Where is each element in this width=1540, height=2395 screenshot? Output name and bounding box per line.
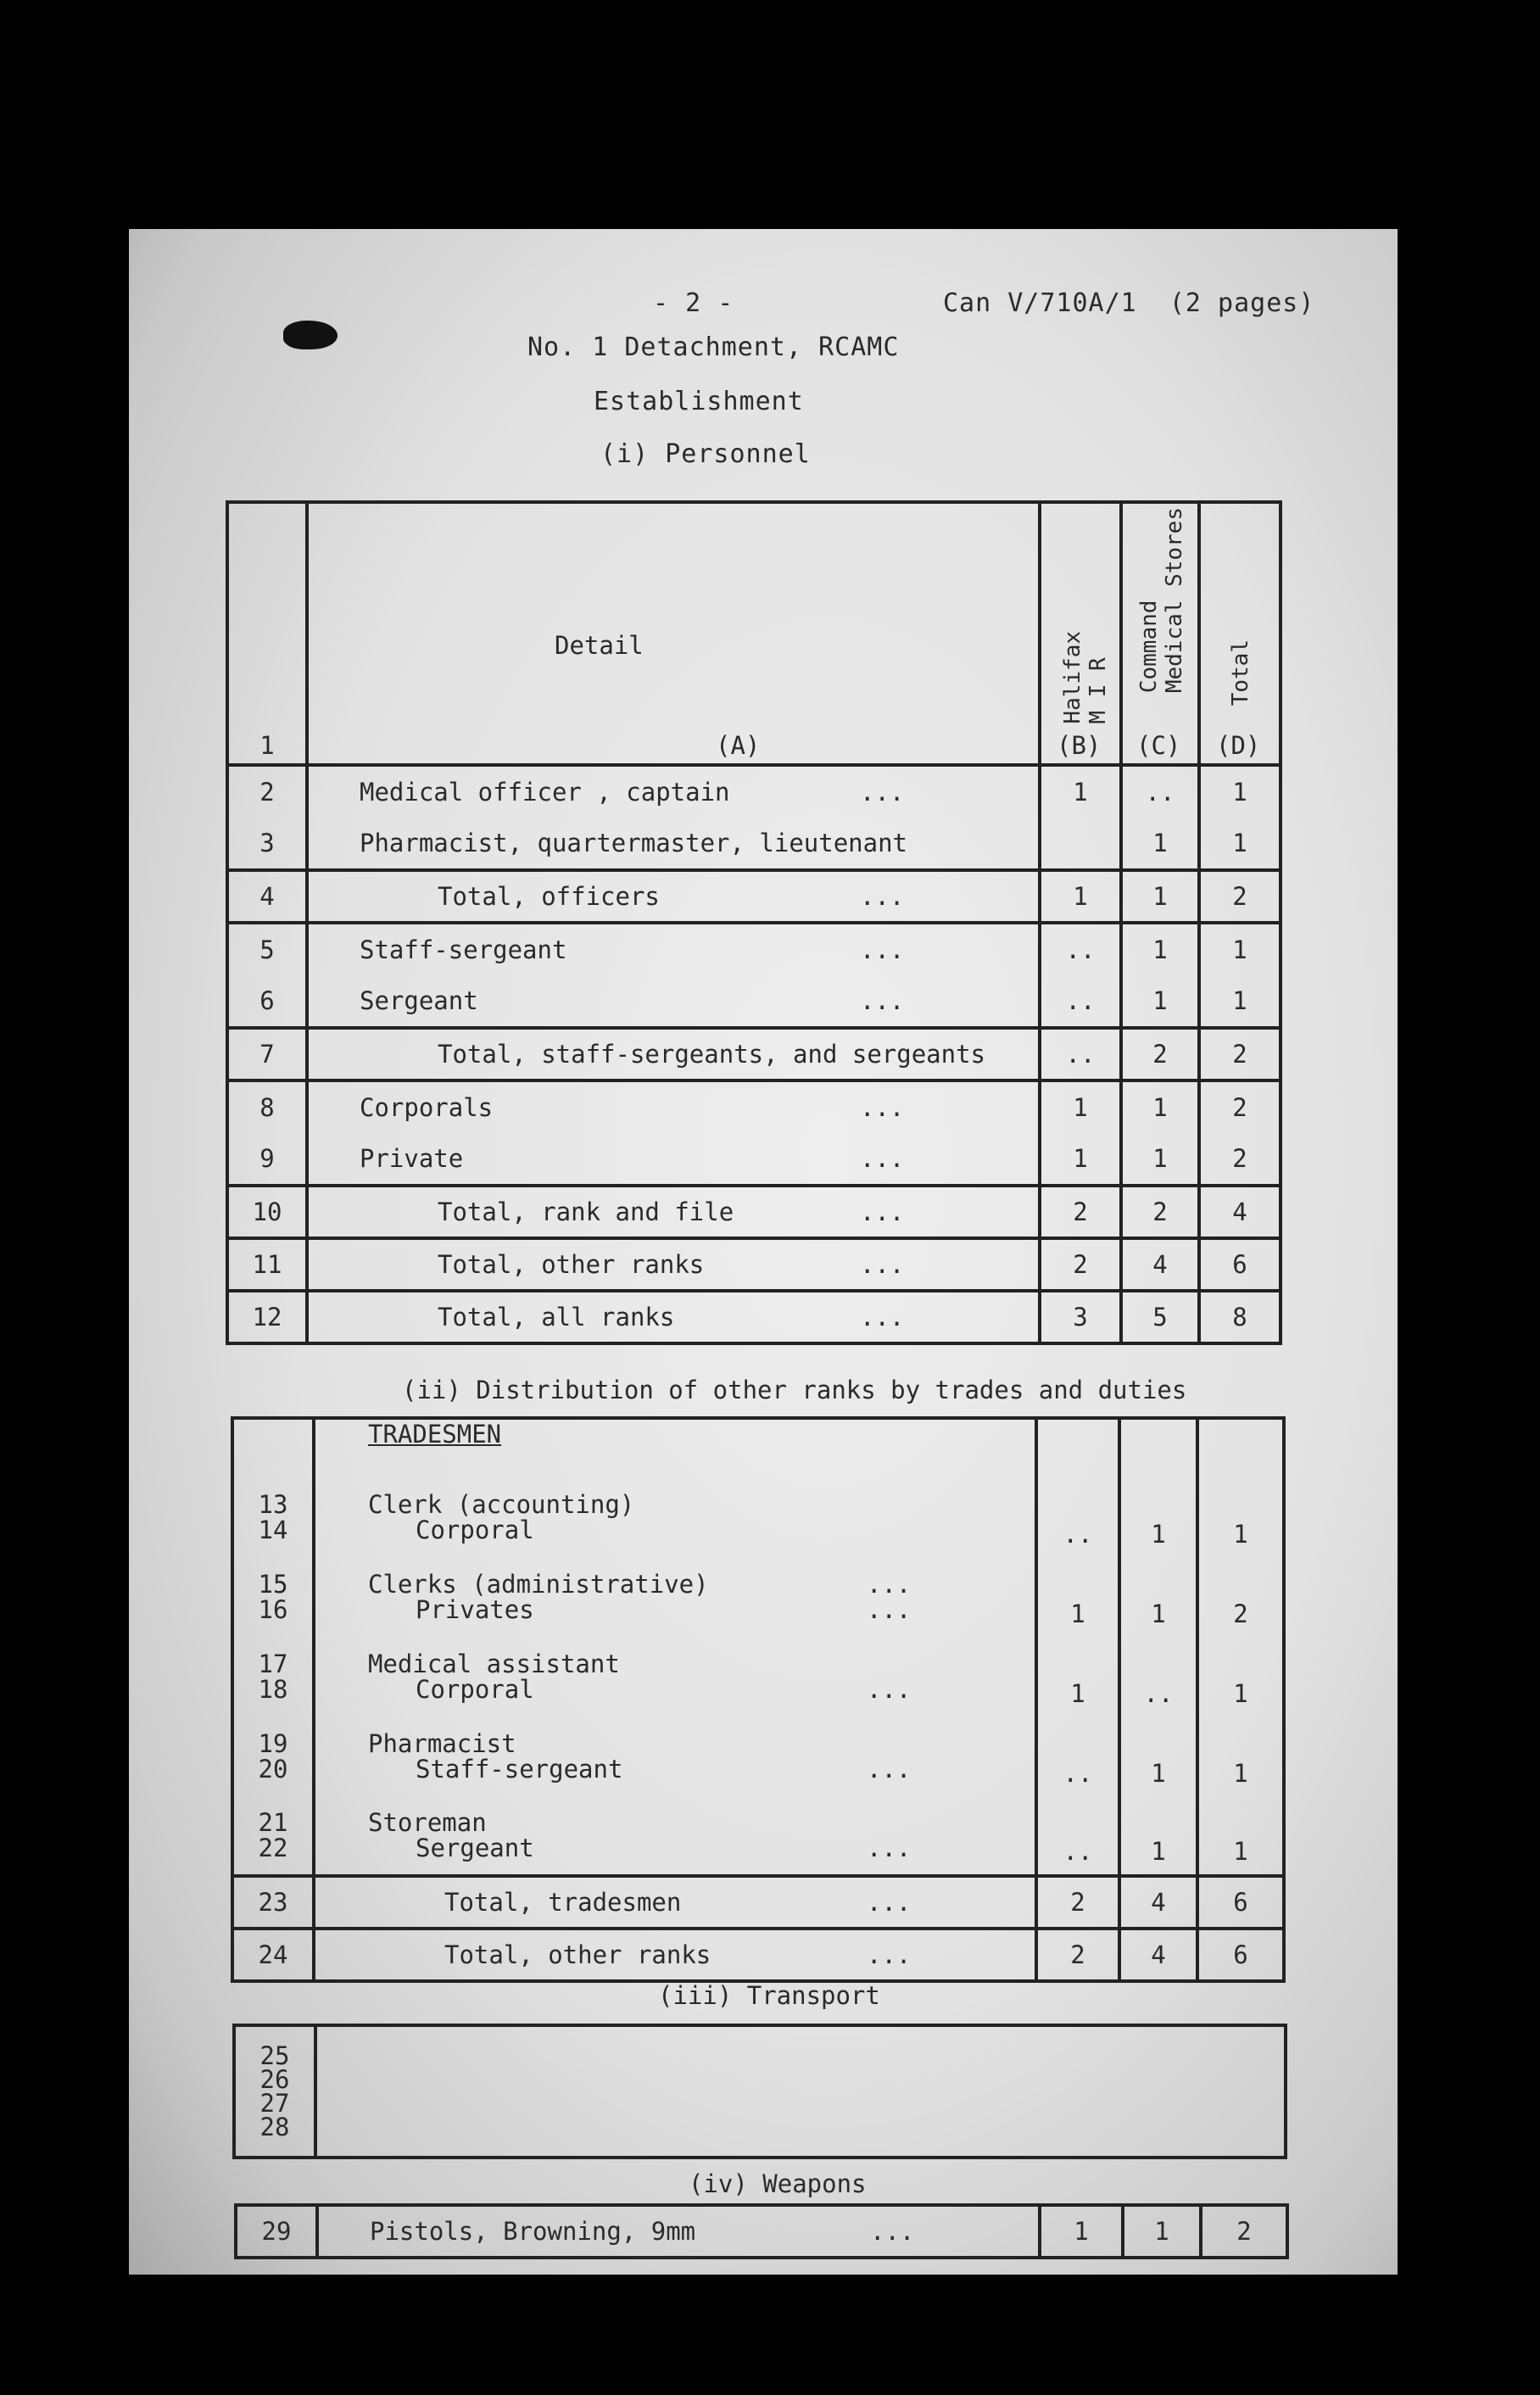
col-c-value: .. xyxy=(1119,1637,1197,1717)
col-b-value: 1 xyxy=(1040,765,1121,818)
trade-name: Medical assistant xyxy=(368,1650,620,1678)
col-c-value: 1 xyxy=(1119,1477,1197,1557)
leader-dots: ... xyxy=(860,986,905,1015)
table-row xyxy=(227,1028,1281,1080)
leader-dots: ... xyxy=(860,882,905,911)
section-transport: (iii) Transport xyxy=(658,1981,880,2010)
line-number: 19 xyxy=(258,1729,288,1758)
detail-text: Sergeant xyxy=(360,986,478,1015)
col-d-value: 1 xyxy=(1199,975,1281,1028)
detail-cell xyxy=(307,1080,1040,1133)
table-row xyxy=(227,1080,1281,1133)
col-c-value: 1 xyxy=(1121,1133,1199,1186)
detail-cell xyxy=(307,1186,1040,1238)
col-d-value: 2 xyxy=(1199,1080,1281,1133)
leader-dots: ... xyxy=(867,1834,912,1862)
col-c-value: 1 xyxy=(1121,870,1199,923)
table-row xyxy=(227,1133,1281,1186)
col-c-value: 1 xyxy=(1121,975,1199,1028)
detail-cell xyxy=(307,923,1040,975)
line-number: 16 xyxy=(258,1595,288,1624)
weapons-table xyxy=(234,2203,1289,2259)
col-c-header xyxy=(1121,502,1199,765)
col-c-value: 5 xyxy=(1121,1291,1199,1343)
col-d-value: 6 xyxy=(1197,1876,1284,1929)
col-b-value: 1 xyxy=(1036,1557,1119,1637)
trade-row xyxy=(232,1557,1284,1637)
table-row xyxy=(227,870,1281,923)
table-header-row xyxy=(227,502,1281,765)
col-d-value: 2 xyxy=(1199,1133,1281,1186)
leader-dots: ... xyxy=(867,1595,912,1624)
leader-dots: ... xyxy=(867,1940,912,1969)
col-b-value xyxy=(1040,818,1121,870)
transport-line-numbers xyxy=(234,2025,315,2158)
unit-title: No. 1 Detachment, RCAMC xyxy=(527,332,900,362)
col-d-value: 1 xyxy=(1197,1637,1284,1717)
col-b-value: 1 xyxy=(1040,1133,1121,1186)
col-c-value: 4 xyxy=(1119,1876,1197,1929)
table-row xyxy=(227,765,1281,818)
col-b-value: 1 xyxy=(1040,2205,1123,2258)
leader-dots: ... xyxy=(867,1675,912,1704)
col-d-value: 8 xyxy=(1199,1291,1281,1343)
line-number: 28 xyxy=(259,2113,290,2141)
line-number: 25 xyxy=(259,2041,290,2070)
col-d-value: 1 xyxy=(1197,1477,1284,1557)
detail-text: Staff-sergeant xyxy=(360,935,567,964)
line-number: 6 xyxy=(227,975,307,1028)
line-number: 17 xyxy=(258,1650,288,1678)
table-row xyxy=(227,818,1281,870)
detail-text: Total, all ranks xyxy=(438,1303,675,1331)
table-row xyxy=(227,1238,1281,1291)
trade-name: Pharmacist xyxy=(368,1729,516,1758)
section-distribution: (ii) Distribution of other ranks by trades and duties xyxy=(402,1376,1187,1404)
detail-text: Pistols, Browning, 9mm xyxy=(370,2217,696,2246)
section-weapons: (iv) Weapons xyxy=(689,2169,867,2198)
leader-dots: ... xyxy=(867,1570,912,1599)
col-c-value: .. xyxy=(1121,765,1199,818)
col-d-value: 2 xyxy=(1201,2205,1287,2258)
detail-cell xyxy=(307,870,1040,923)
line-number: 8 xyxy=(227,1080,307,1133)
col-c-value: 4 xyxy=(1121,1238,1199,1291)
trade-rank: Privates xyxy=(416,1595,534,1624)
line-numbers xyxy=(232,1637,314,1717)
total-row xyxy=(232,1876,1284,1929)
col-c-value: 4 xyxy=(1119,1929,1197,1981)
line-numbers xyxy=(232,1717,314,1796)
col-c-value: 1 xyxy=(1121,923,1199,975)
line-number: 22 xyxy=(258,1834,288,1862)
detail-cell xyxy=(307,1028,1040,1080)
col-d-value: 6 xyxy=(1197,1929,1284,1981)
col-d-header xyxy=(1199,502,1281,765)
leader-dots: ... xyxy=(870,2217,915,2246)
trade-detail-cell xyxy=(314,1717,1036,1796)
line-number: 15 xyxy=(258,1570,288,1599)
col-b-value: 3 xyxy=(1040,1291,1121,1343)
col-detail-header xyxy=(307,502,1040,765)
leader-dots: ... xyxy=(860,1198,905,1226)
detail-cell xyxy=(314,1876,1036,1929)
line-number: 7 xyxy=(227,1028,307,1080)
page-number: - 2 - xyxy=(653,288,734,318)
detail-text: Corporals xyxy=(360,1093,494,1122)
trades-heading: TRADESMEN xyxy=(368,1420,502,1449)
col-c-value: 1 xyxy=(1121,1080,1199,1133)
col-c-value: 2 xyxy=(1121,1186,1199,1238)
detail-cell xyxy=(314,1929,1036,1981)
line-number: 3 xyxy=(227,818,307,870)
weapon-row xyxy=(236,2205,1287,2258)
trade-row xyxy=(232,1796,1284,1876)
trade-row xyxy=(232,1717,1284,1796)
line-number: 20 xyxy=(258,1755,288,1784)
col-d-value: 4 xyxy=(1199,1186,1281,1238)
line-numbers xyxy=(232,1796,314,1876)
col-d-value: 1 xyxy=(1199,765,1281,818)
col-b-value: 2 xyxy=(1036,1929,1119,1981)
col-c-value: 1 xyxy=(1119,1717,1197,1796)
section-personnel: (i) Personnel xyxy=(600,439,811,469)
leader-dots: ... xyxy=(860,778,905,807)
detail-text: Total, officers xyxy=(438,882,660,911)
leader-dots: ... xyxy=(860,1250,905,1279)
col-c-value: 1 xyxy=(1121,818,1199,870)
ink-blot xyxy=(283,321,338,349)
line-number: 2 xyxy=(227,765,307,818)
establishment-title: Establishment xyxy=(594,387,804,416)
trade-rank: Corporal xyxy=(416,1675,534,1704)
col-d-label: Total xyxy=(1228,639,1253,706)
col-b-value: 2 xyxy=(1040,1186,1121,1238)
line-number: 12 xyxy=(227,1291,307,1343)
table-row xyxy=(227,975,1281,1028)
detail-cell xyxy=(307,1133,1040,1186)
col-d-value: 2 xyxy=(1197,1557,1284,1637)
trade-rank: Sergeant xyxy=(416,1834,534,1862)
col-d-value: 6 xyxy=(1199,1238,1281,1291)
line-number: 29 xyxy=(236,2205,317,2258)
col-c-value: 1 xyxy=(1123,2205,1201,2258)
leader-dots: ... xyxy=(867,1755,912,1784)
leader-dots: ... xyxy=(860,1144,905,1173)
col-c-label: Command Medical Stores xyxy=(1136,507,1187,694)
col-c-code: (C) xyxy=(1136,731,1181,760)
detail-cell xyxy=(307,1291,1040,1343)
col-d-value: 1 xyxy=(1199,923,1281,975)
leader-dots: ... xyxy=(860,1093,905,1122)
trade-rank: Corporal xyxy=(416,1516,534,1544)
line-number: 26 xyxy=(259,2065,290,2094)
col-b-value: .. xyxy=(1036,1477,1119,1557)
col-b-value: 1 xyxy=(1036,1637,1119,1717)
detail-text: Pharmacist, quartermaster, lieutenant xyxy=(360,829,908,857)
line-number: 9 xyxy=(227,1133,307,1186)
col-b-value: .. xyxy=(1040,975,1121,1028)
col-b-value: .. xyxy=(1040,1028,1121,1080)
detail-text: Total, other ranks xyxy=(438,1250,705,1279)
col-d-value: 1 xyxy=(1197,1796,1284,1876)
col-b-value: .. xyxy=(1036,1796,1119,1876)
table-row xyxy=(227,1186,1281,1238)
line-number: 24 xyxy=(232,1929,314,1981)
detail-text: Total, staff-sergeants, and sergeants xyxy=(438,1040,986,1069)
trade-rank: Staff-sergeant xyxy=(416,1755,623,1784)
trades-heading-row xyxy=(232,1418,1284,1477)
col-b-value: .. xyxy=(1040,923,1121,975)
col-c-value: 1 xyxy=(1119,1557,1197,1637)
line-number: 13 xyxy=(258,1490,288,1519)
col-c-value: 1 xyxy=(1119,1796,1197,1876)
line-numbers xyxy=(232,1557,314,1637)
col-line-header: 1 xyxy=(227,502,307,765)
detail-cell xyxy=(307,975,1040,1028)
total-row xyxy=(232,1929,1284,1981)
detail-text: Medical officer , captain xyxy=(360,778,730,807)
line-number: 10 xyxy=(227,1186,307,1238)
col-b-value: 1 xyxy=(1040,870,1121,923)
trade-name: Storeman xyxy=(368,1808,487,1837)
col-d-value: 2 xyxy=(1199,1028,1281,1080)
line-number: 4 xyxy=(227,870,307,923)
detail-cell xyxy=(317,2205,1040,2258)
trade-detail-cell xyxy=(314,1477,1036,1557)
detail-cell xyxy=(307,818,1040,870)
trade-name: Clerks (administrative) xyxy=(368,1570,709,1599)
personnel-table xyxy=(226,500,1282,1345)
line-number: 21 xyxy=(258,1808,288,1837)
trade-detail-cell xyxy=(314,1637,1036,1717)
transport-table xyxy=(232,2024,1287,2159)
col-b-value: 1 xyxy=(1040,1080,1121,1133)
col-b-value: 2 xyxy=(1036,1876,1119,1929)
line-number: 27 xyxy=(259,2089,290,2118)
line-number: 5 xyxy=(227,923,307,975)
document-page xyxy=(129,229,1398,2275)
detail-label: Detail xyxy=(555,631,644,660)
line-number: 23 xyxy=(232,1876,314,1929)
leader-dots: ... xyxy=(860,935,905,964)
detail-text: Private xyxy=(360,1144,464,1173)
detail-text: Total, rank and file xyxy=(438,1198,734,1226)
line-number: 14 xyxy=(258,1516,288,1544)
detail-cell xyxy=(307,1238,1040,1291)
line-number: 11 xyxy=(227,1238,307,1291)
trade-row xyxy=(232,1477,1284,1557)
col-d-value: 2 xyxy=(1199,870,1281,923)
leader-dots: ... xyxy=(867,1888,912,1917)
table-row xyxy=(227,1291,1281,1343)
detail-cell xyxy=(307,765,1040,818)
trade-row xyxy=(232,1637,1284,1717)
col-b-value: 2 xyxy=(1040,1238,1121,1291)
document-reference: Can V/710A/1 (2 pages) xyxy=(943,288,1315,318)
col-d-value: 1 xyxy=(1197,1717,1284,1796)
col-b-label: Halifax M I R xyxy=(1060,631,1111,724)
col-d-code: (D) xyxy=(1216,731,1261,760)
trades-table xyxy=(231,1416,1286,1983)
trade-name: Clerk (accounting) xyxy=(368,1490,635,1519)
col-c-value: 2 xyxy=(1121,1028,1199,1080)
detail-code: (A) xyxy=(716,731,761,760)
detail-text: Total, tradesmen xyxy=(444,1888,682,1917)
col-d-value: 1 xyxy=(1199,818,1281,870)
table-row xyxy=(227,923,1281,975)
col-b-value: .. xyxy=(1036,1717,1119,1796)
trade-detail-cell xyxy=(314,1796,1036,1876)
leader-dots: ... xyxy=(860,1303,905,1331)
line-numbers xyxy=(232,1477,314,1557)
col-b-code: (B) xyxy=(1057,731,1102,760)
col-b-header xyxy=(1040,502,1121,765)
trade-detail-cell xyxy=(314,1557,1036,1637)
line-number: 18 xyxy=(258,1675,288,1704)
detail-text: Total, other ranks xyxy=(444,1940,711,1969)
